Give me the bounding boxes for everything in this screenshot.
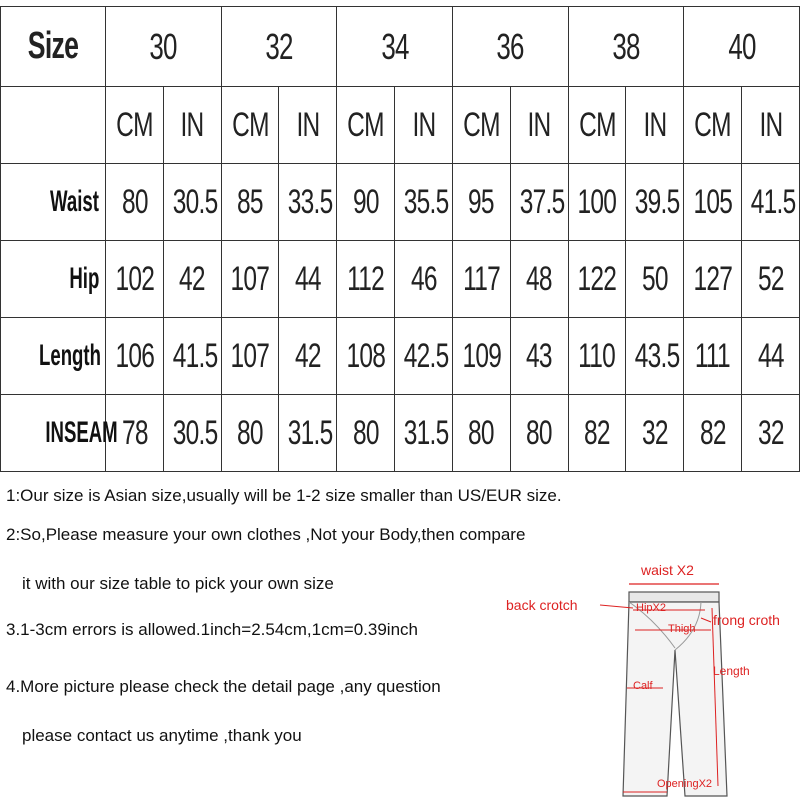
value: 107 xyxy=(230,336,270,375)
note-3: 3.1-3cm errors is allowed.1inch=2.54cm,1cm=0.39inch xyxy=(6,620,418,639)
value: 117 xyxy=(462,259,500,298)
value: 80 xyxy=(121,182,148,221)
pants-diagram xyxy=(505,560,800,800)
value-cell xyxy=(510,241,568,318)
size-label-cell xyxy=(1,7,106,87)
value-cell xyxy=(163,164,221,241)
value: 39.5 xyxy=(635,182,680,221)
value-cell xyxy=(106,164,164,241)
row-label-cell xyxy=(1,395,118,472)
label-opening: OpeningX2 xyxy=(657,778,713,790)
unit-cell xyxy=(395,87,453,164)
value: 80 xyxy=(468,413,495,452)
unit-label: CM xyxy=(347,105,385,144)
value-cell xyxy=(221,318,279,395)
value-cell xyxy=(510,164,568,241)
value-cell xyxy=(395,395,453,472)
value-cell xyxy=(452,164,510,241)
value: 42 xyxy=(295,336,321,375)
size-label: Size xyxy=(27,25,79,67)
value-cell xyxy=(221,395,279,472)
value-cell xyxy=(568,395,626,472)
unit-label: IN xyxy=(412,105,436,144)
value-cell xyxy=(684,164,742,241)
unit-cell xyxy=(452,87,510,164)
size-header: 38 xyxy=(612,25,640,67)
value: 82 xyxy=(584,413,610,452)
value-cell xyxy=(395,241,453,318)
value-cell xyxy=(568,318,626,395)
waist-row xyxy=(1,164,800,241)
note-2-continued: it with our size table to pick your own size xyxy=(22,574,334,593)
unit-label: CM xyxy=(578,105,616,144)
value-cell xyxy=(163,395,221,472)
label-length: Length xyxy=(713,664,750,678)
value: 85 xyxy=(237,182,263,221)
value: 48 xyxy=(526,259,553,298)
unit-cell xyxy=(626,87,684,164)
value-cell xyxy=(568,241,626,318)
unit-cell xyxy=(221,87,279,164)
value-cell xyxy=(684,241,742,318)
note-4: 4.More picture please check the detail page ,any question xyxy=(6,677,441,696)
size-header: 34 xyxy=(380,25,409,67)
unit-cell xyxy=(337,87,395,164)
size-table xyxy=(0,6,800,472)
value: 80 xyxy=(526,413,553,452)
value-cell xyxy=(279,395,337,472)
size-header-cell xyxy=(568,7,684,87)
note-4-continued: please contact us anytime ,thank you xyxy=(22,726,302,745)
unit-label: IN xyxy=(527,105,551,144)
value-cell xyxy=(221,241,279,318)
value: 110 xyxy=(578,336,616,375)
value: 42.5 xyxy=(403,336,449,375)
value: 105 xyxy=(693,182,733,221)
unit-cell xyxy=(163,87,221,164)
value-cell xyxy=(106,241,164,318)
value-cell xyxy=(626,318,684,395)
row-label-waist: Waist xyxy=(50,185,99,218)
value: 32 xyxy=(757,413,784,452)
value-cell xyxy=(163,318,221,395)
unit-label: CM xyxy=(231,105,269,144)
value: 108 xyxy=(346,336,386,375)
value: 30.5 xyxy=(172,413,218,452)
size-header: 40 xyxy=(727,25,756,67)
value: 80 xyxy=(352,413,379,452)
value: 52 xyxy=(757,259,784,298)
value: 31.5 xyxy=(288,413,333,452)
size-header: 30 xyxy=(149,25,178,67)
value-cell xyxy=(742,164,800,241)
value-cell xyxy=(626,241,684,318)
unit-label: CM xyxy=(463,105,500,144)
unit-label: IN xyxy=(643,105,667,144)
value-cell xyxy=(742,395,800,472)
value: 78 xyxy=(121,413,148,452)
value-cell xyxy=(510,318,568,395)
unit-cell xyxy=(106,87,164,164)
value: 43.5 xyxy=(635,336,680,375)
value: 33.5 xyxy=(288,182,333,221)
value-cell xyxy=(742,318,800,395)
value-cell xyxy=(395,318,453,395)
value-cell xyxy=(684,318,742,395)
row-label-inseam: INSEAM xyxy=(45,416,118,449)
value: 41.5 xyxy=(750,182,796,221)
value: 80 xyxy=(237,413,263,452)
length-row xyxy=(1,318,800,395)
size-header: 36 xyxy=(496,25,524,67)
unit-cell xyxy=(510,87,568,164)
row-label-hip: Hip xyxy=(69,262,99,295)
value-cell xyxy=(742,241,800,318)
value: 111 xyxy=(695,336,731,375)
value: 44 xyxy=(757,336,784,375)
value-cell xyxy=(279,164,337,241)
label-thigh: Thigh xyxy=(668,623,696,635)
row-label-cell xyxy=(1,241,106,318)
unit-cell xyxy=(279,87,337,164)
value-cell xyxy=(452,318,510,395)
row-label-length: Length xyxy=(38,339,101,372)
value-cell xyxy=(337,318,395,395)
value-cell xyxy=(626,164,684,241)
value: 44 xyxy=(295,259,321,298)
value: 82 xyxy=(699,413,726,452)
label-waist: waist X2 xyxy=(641,562,694,578)
value: 109 xyxy=(462,336,501,375)
unit-label: CM xyxy=(694,105,732,144)
value: 95 xyxy=(468,182,495,221)
value-cell xyxy=(279,241,337,318)
value: 35.5 xyxy=(403,182,449,221)
unit-row xyxy=(1,87,800,164)
label-back-crotch: back crotch xyxy=(506,597,578,613)
value: 107 xyxy=(230,259,270,298)
row-label-cell xyxy=(1,164,106,241)
empty-cell xyxy=(1,87,106,164)
unit-label: IN xyxy=(180,105,204,144)
note-1: 1:Our size is Asian size,usually will be 1-2 size smaller than US/EUR size. xyxy=(6,486,562,505)
unit-label: IN xyxy=(759,105,783,144)
label-hip: HipX2 xyxy=(636,602,666,614)
size-header: 32 xyxy=(265,25,293,67)
size-header-cell xyxy=(221,7,337,87)
label-calf: Calf xyxy=(633,680,653,692)
value: 43 xyxy=(526,336,553,375)
value: 41.5 xyxy=(172,336,218,375)
size-header-cell xyxy=(684,7,800,87)
row-label-cell xyxy=(1,318,106,395)
value-cell xyxy=(395,164,453,241)
value: 32 xyxy=(641,413,668,452)
value: 127 xyxy=(693,259,733,298)
value-cell xyxy=(163,241,221,318)
value-cell xyxy=(626,395,684,472)
value: 102 xyxy=(115,259,154,298)
value: 100 xyxy=(577,182,617,221)
value: 30.5 xyxy=(172,182,218,221)
value-cell xyxy=(684,395,742,472)
value-cell xyxy=(510,395,568,472)
unit-cell xyxy=(568,87,626,164)
label-front-crotch: frong croth xyxy=(713,612,780,628)
size-header-cell xyxy=(452,7,568,87)
inseam-row xyxy=(1,395,800,472)
value: 90 xyxy=(352,182,379,221)
value: 50 xyxy=(641,259,668,298)
value-cell xyxy=(568,164,626,241)
value-cell xyxy=(337,241,395,318)
unit-label: CM xyxy=(116,105,153,144)
value: 106 xyxy=(115,336,154,375)
value: 122 xyxy=(577,259,617,298)
value: 46 xyxy=(410,259,437,298)
note-2: 2:So,Please measure your own clothes ,Not your Body,then compare xyxy=(6,525,526,544)
value-cell xyxy=(452,241,510,318)
value-cell xyxy=(221,164,279,241)
value-cell xyxy=(279,318,337,395)
value: 37.5 xyxy=(519,182,565,221)
value: 112 xyxy=(347,259,385,298)
size-header-cell xyxy=(106,7,222,87)
hip-row xyxy=(1,241,800,318)
value: 42 xyxy=(179,259,206,298)
value-cell xyxy=(337,164,395,241)
value-cell xyxy=(452,395,510,472)
unit-cell xyxy=(684,87,742,164)
size-header-row xyxy=(1,7,800,87)
unit-cell xyxy=(742,87,800,164)
size-header-cell xyxy=(337,7,453,87)
value: 31.5 xyxy=(403,413,449,452)
value-cell xyxy=(337,395,395,472)
unit-label: IN xyxy=(296,105,320,144)
value-cell xyxy=(106,318,164,395)
